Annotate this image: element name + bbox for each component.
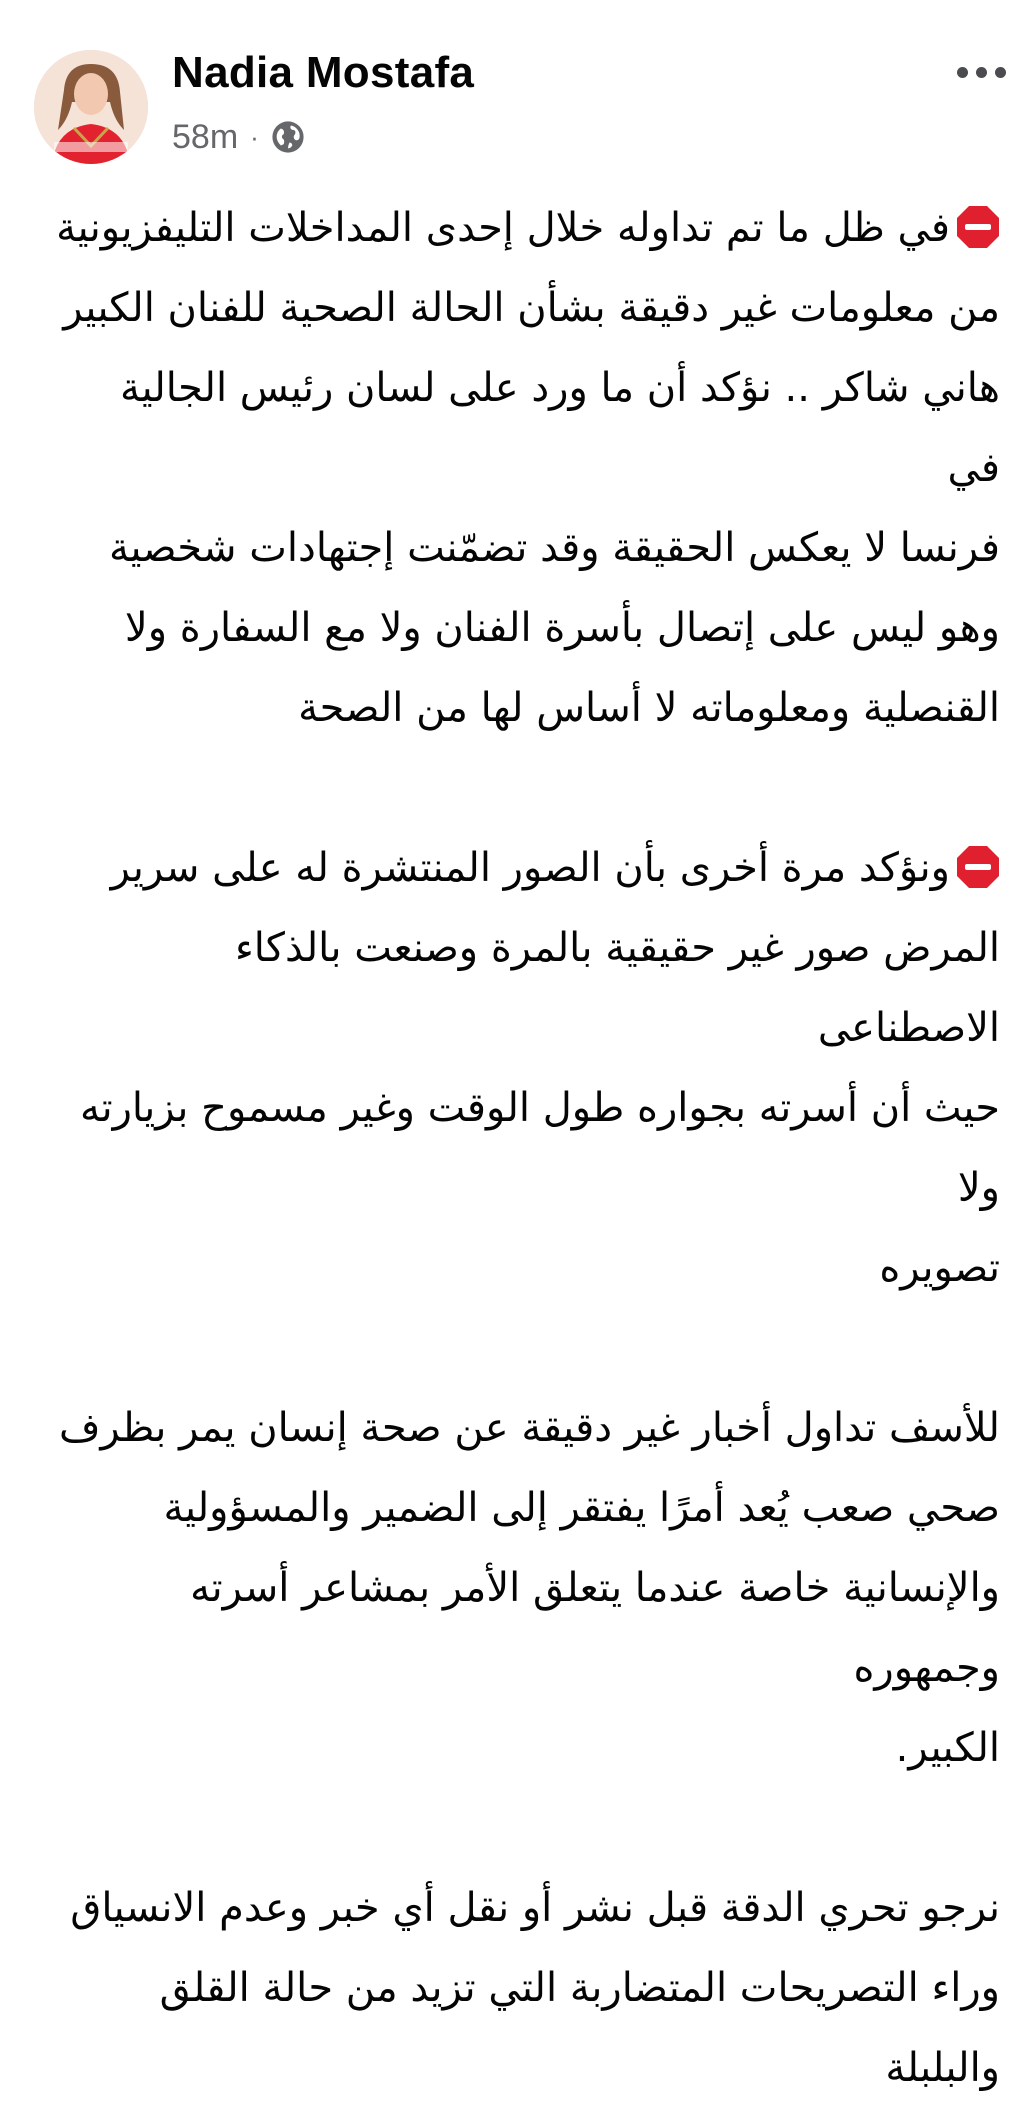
post-meta [172,112,305,162]
paragraph-spacer [56,1788,1000,1868]
post-line: هاني شاكر .. نؤكد أن ما ورد على لسان رئيس الجالية في [120,365,1000,491]
post-line: والإنسانية خاصة عندما يتعلق الأمر بمشاعر أسرته وجمهوره [190,1565,1000,1691]
post-time[interactable]: 58m [172,117,239,156]
post-line-text: ونؤكد مرة أخرى بأن الصور المنتشرة له على سرير [110,845,950,891]
post-line: تصويره [879,1245,1000,1291]
paragraph-spacer [56,1308,1000,1388]
post-header [0,0,1036,170]
post-line-text: في ظل ما تم تداوله خلال إحدى المداخلات التليفزيونية [56,205,950,251]
post-line: الكبير. [895,1725,1000,1771]
post-line: الاصطناعى [817,1005,1000,1051]
more-dot-icon [995,67,1006,78]
post-line: من معلومات غير دقيقة بشأن الحالة الصحية للفنان الكبير [63,285,1000,331]
post-line: القنصلية ومعلوماته لا أساس لها من الصحة [298,685,1000,731]
more-options-button[interactable] [946,52,1016,92]
post-line: فرنسا لا يعكس الحقيقة وقد تضمّنت إجتهادات شخصية [108,525,1000,571]
post-paragraph [56,188,1000,748]
more-dot-icon [976,67,987,78]
paragraph-spacer [56,748,1000,828]
author-name[interactable]: Nadia Mostafa [172,48,475,97]
more-dot-icon [957,67,968,78]
post-paragraph [56,828,1000,1308]
post-line: وراء التصريحات المتضاربة التي تزيد من حالة القلق والبلبلة [159,1965,1000,2091]
meta-separator: · [250,121,259,152]
post-line: للأسف تداول أخبار غير دقيقة عن صحة إنسان يمر بظرف [58,1405,1000,1451]
post-body [56,188,1000,2108]
post-line: المرض صور غير حقيقية بالمرة وصنعت بالذكاء [234,925,1000,971]
globe-icon[interactable] [271,120,305,154]
post-line [56,188,1000,268]
post-paragraph [56,1868,1000,2108]
post-paragraph [56,1388,1000,1788]
avatar-portrait-icon [34,50,148,164]
post-line [56,828,1000,908]
post-line: وهو ليس على إتصال بأسرة الفنان ولا مع السفارة ولا [124,605,1000,651]
author-avatar[interactable] [34,50,148,164]
stop-sign-icon [956,845,1000,889]
stop-sign-icon [956,205,1000,249]
post-line: حيث أن أسرته بجواره طول الوقت وغير مسموح بزيارته ولا [80,1085,1000,1211]
post-line: صحي صعب يُعد أمرًا يفتقر إلى الضمير والمسؤولية [163,1485,1000,1531]
post-line: نرجو تحري الدقة قبل نشر أو نقل أي خبر وعدم الانسياق [70,1885,1000,1931]
